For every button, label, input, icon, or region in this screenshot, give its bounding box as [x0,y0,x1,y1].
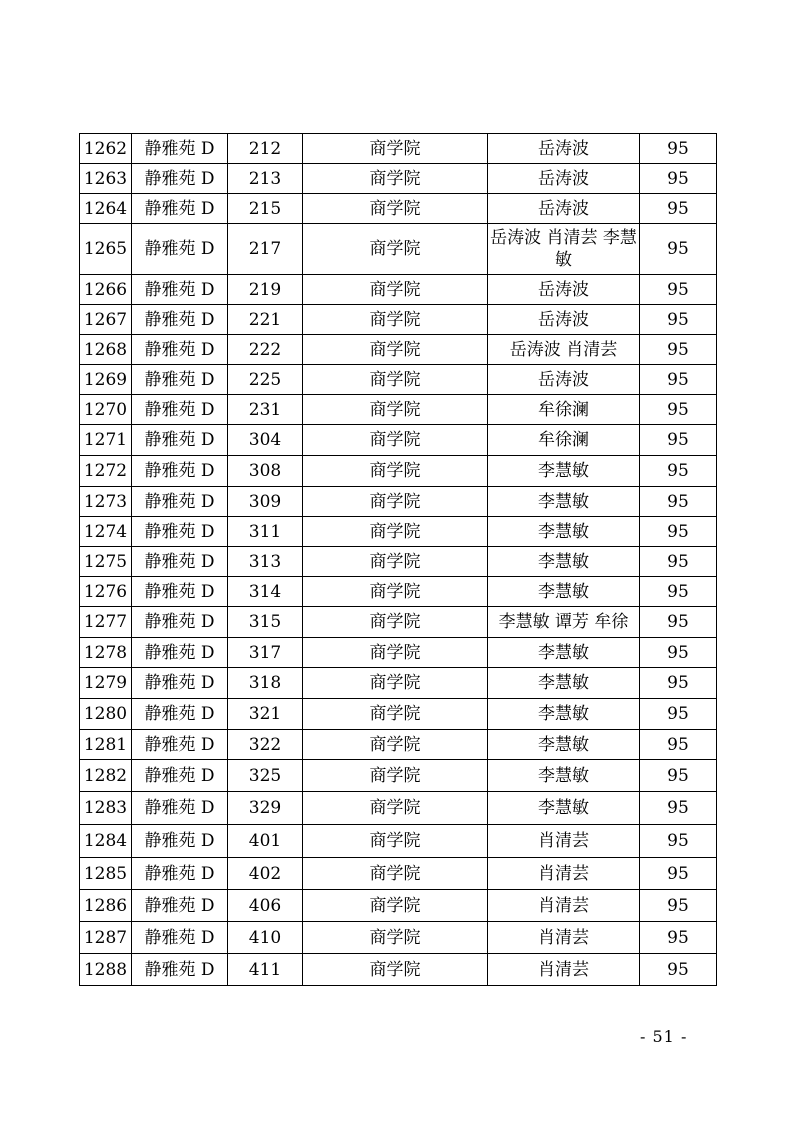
room-cell: 410 [228,922,303,954]
row-number-cell: 1276 [80,577,132,607]
score-cell: 95 [640,194,717,224]
sponsor-cell: 李慧敏 [488,638,640,668]
score-cell: 95 [640,517,717,547]
row-number-cell: 1268 [80,335,132,365]
room-cell: 212 [228,134,303,164]
row-number-cell: 1269 [80,365,132,395]
score-cell: 95 [640,224,717,275]
room-cell: 318 [228,668,303,699]
score-cell: 95 [640,134,717,164]
building-cell: 静雅苑 D [132,668,228,699]
building-cell: 静雅苑 D [132,395,228,425]
score-cell: 95 [640,668,717,699]
row-number-cell: 1272 [80,456,132,487]
row-number-cell: 1280 [80,699,132,730]
building-cell: 静雅苑 D [132,487,228,517]
building-cell: 静雅苑 D [132,194,228,224]
college-cell: 商学院 [303,954,488,986]
building-cell: 静雅苑 D [132,699,228,730]
room-cell: 213 [228,164,303,194]
college-cell: 商学院 [303,305,488,335]
score-cell: 95 [640,730,717,760]
college-cell: 商学院 [303,425,488,456]
college-cell: 商学院 [303,922,488,954]
sponsor-cell: 岳涛波 [488,365,640,395]
college-cell: 商学院 [303,699,488,730]
college-cell: 商学院 [303,730,488,760]
score-cell: 95 [640,858,717,890]
row-number-cell: 1266 [80,275,132,305]
college-cell: 商学院 [303,365,488,395]
table-row [80,954,717,986]
row-number-cell: 1263 [80,164,132,194]
building-cell: 静雅苑 D [132,547,228,577]
room-cell: 317 [228,638,303,668]
table-row [80,487,717,517]
room-cell: 325 [228,760,303,792]
sponsor-cell: 肖清芸 [488,890,640,922]
sponsor-cell: 岳涛波 肖清芸 李慧敏 [488,224,640,275]
building-cell: 静雅苑 D [132,890,228,922]
row-number-cell: 1283 [80,792,132,825]
building-cell: 静雅苑 D [132,954,228,986]
table-row [80,164,717,194]
building-cell: 静雅苑 D [132,275,228,305]
score-cell: 95 [640,825,717,858]
row-number-cell: 1277 [80,607,132,638]
building-cell: 静雅苑 D [132,425,228,456]
building-cell: 静雅苑 D [132,517,228,547]
room-cell: 221 [228,305,303,335]
score-cell: 95 [640,164,717,194]
score-cell: 95 [640,792,717,825]
sponsor-cell: 岳涛波 肖清芸 [488,335,640,365]
building-cell: 静雅苑 D [132,164,228,194]
row-number-cell: 1275 [80,547,132,577]
score-cell: 95 [640,365,717,395]
table-row [80,456,717,487]
building-cell: 静雅苑 D [132,792,228,825]
table-row [80,305,717,335]
row-number-cell: 1286 [80,890,132,922]
sponsor-cell: 牟徐澜 [488,425,640,456]
building-cell: 静雅苑 D [132,922,228,954]
sponsor-cell: 李慧敏 [488,699,640,730]
sponsor-cell: 李慧敏 [488,730,640,760]
row-number-cell: 1282 [80,760,132,792]
row-number-cell: 1278 [80,638,132,668]
table-row [80,922,717,954]
score-cell: 95 [640,547,717,577]
room-cell: 329 [228,792,303,825]
college-cell: 商学院 [303,164,488,194]
building-cell: 静雅苑 D [132,730,228,760]
room-cell: 308 [228,456,303,487]
room-cell: 406 [228,890,303,922]
dormitory-score-table-wrapper [79,133,716,986]
score-cell: 95 [640,954,717,986]
room-cell: 402 [228,858,303,890]
table-row [80,760,717,792]
row-number-cell: 1270 [80,395,132,425]
building-cell: 静雅苑 D [132,638,228,668]
score-cell: 95 [640,425,717,456]
sponsor-cell: 肖清芸 [488,825,640,858]
row-number-cell: 1265 [80,224,132,275]
score-cell: 95 [640,456,717,487]
room-cell: 313 [228,547,303,577]
sponsor-cell: 牟徐澜 [488,395,640,425]
room-cell: 311 [228,517,303,547]
table-row [80,335,717,365]
score-cell: 95 [640,577,717,607]
sponsor-cell: 李慧敏 [488,760,640,792]
sponsor-cell: 李慧敏 [488,517,640,547]
score-cell: 95 [640,305,717,335]
sponsor-cell: 肖清芸 [488,922,640,954]
row-number-cell: 1287 [80,922,132,954]
college-cell: 商学院 [303,792,488,825]
building-cell: 静雅苑 D [132,456,228,487]
score-cell: 95 [640,922,717,954]
table-row [80,134,717,164]
table-row [80,730,717,760]
college-cell: 商学院 [303,668,488,699]
college-cell: 商学院 [303,638,488,668]
room-cell: 401 [228,825,303,858]
room-cell: 411 [228,954,303,986]
table-row [80,890,717,922]
table-row [80,517,717,547]
room-cell: 309 [228,487,303,517]
room-cell: 321 [228,699,303,730]
sponsor-cell: 肖清芸 [488,954,640,986]
dormitory-score-table [79,133,717,986]
building-cell: 静雅苑 D [132,858,228,890]
table-row [80,607,717,638]
table-row [80,365,717,395]
score-cell: 95 [640,487,717,517]
row-number-cell: 1271 [80,425,132,456]
row-number-cell: 1274 [80,517,132,547]
sponsor-cell: 李慧敏 [488,668,640,699]
building-cell: 静雅苑 D [132,607,228,638]
sponsor-cell: 李慧敏 [488,456,640,487]
college-cell: 商学院 [303,456,488,487]
table-row [80,224,717,275]
room-cell: 215 [228,194,303,224]
room-cell: 304 [228,425,303,456]
sponsor-cell: 岳涛波 [488,134,640,164]
college-cell: 商学院 [303,890,488,922]
college-cell: 商学院 [303,547,488,577]
room-cell: 225 [228,365,303,395]
college-cell: 商学院 [303,760,488,792]
room-cell: 231 [228,395,303,425]
table-row [80,638,717,668]
college-cell: 商学院 [303,275,488,305]
building-cell: 静雅苑 D [132,335,228,365]
table-row [80,194,717,224]
row-number-cell: 1279 [80,668,132,699]
row-number-cell: 1264 [80,194,132,224]
building-cell: 静雅苑 D [132,134,228,164]
building-cell: 静雅苑 D [132,224,228,275]
table-row [80,699,717,730]
table-row [80,668,717,699]
table-row [80,395,717,425]
college-cell: 商学院 [303,607,488,638]
table-row [80,792,717,825]
college-cell: 商学院 [303,395,488,425]
row-number-cell: 1284 [80,825,132,858]
college-cell: 商学院 [303,858,488,890]
college-cell: 商学院 [303,825,488,858]
row-number-cell: 1262 [80,134,132,164]
college-cell: 商学院 [303,194,488,224]
row-number-cell: 1273 [80,487,132,517]
sponsor-cell: 岳涛波 [488,305,640,335]
sponsor-cell: 李慧敏 [488,487,640,517]
room-cell: 322 [228,730,303,760]
table-body [80,134,717,986]
table-row [80,825,717,858]
score-cell: 95 [640,890,717,922]
college-cell: 商学院 [303,517,488,547]
room-cell: 315 [228,607,303,638]
score-cell: 95 [640,699,717,730]
page-number: - 51 - [640,1027,688,1046]
sponsor-cell: 李慧敏 谭芳 牟徐 [488,607,640,638]
score-cell: 95 [640,607,717,638]
score-cell: 95 [640,395,717,425]
room-cell: 217 [228,224,303,275]
sponsor-cell: 李慧敏 [488,547,640,577]
table-row [80,858,717,890]
room-cell: 219 [228,275,303,305]
college-cell: 商学院 [303,224,488,275]
score-cell: 95 [640,335,717,365]
score-cell: 95 [640,760,717,792]
row-number-cell: 1285 [80,858,132,890]
college-cell: 商学院 [303,577,488,607]
college-cell: 商学院 [303,134,488,164]
row-number-cell: 1288 [80,954,132,986]
college-cell: 商学院 [303,487,488,517]
sponsor-cell: 岳涛波 [488,275,640,305]
room-cell: 314 [228,577,303,607]
row-number-cell: 1267 [80,305,132,335]
sponsor-cell: 肖清芸 [488,858,640,890]
score-cell: 95 [640,275,717,305]
row-number-cell: 1281 [80,730,132,760]
building-cell: 静雅苑 D [132,577,228,607]
score-cell: 95 [640,638,717,668]
building-cell: 静雅苑 D [132,305,228,335]
sponsor-cell: 李慧敏 [488,577,640,607]
table-row [80,547,717,577]
building-cell: 静雅苑 D [132,365,228,395]
table-row [80,577,717,607]
building-cell: 静雅苑 D [132,760,228,792]
sponsor-cell: 岳涛波 [488,194,640,224]
room-cell: 222 [228,335,303,365]
sponsor-cell: 李慧敏 [488,792,640,825]
table-row [80,275,717,305]
table-row [80,425,717,456]
sponsor-cell: 岳涛波 [488,164,640,194]
building-cell: 静雅苑 D [132,825,228,858]
college-cell: 商学院 [303,335,488,365]
